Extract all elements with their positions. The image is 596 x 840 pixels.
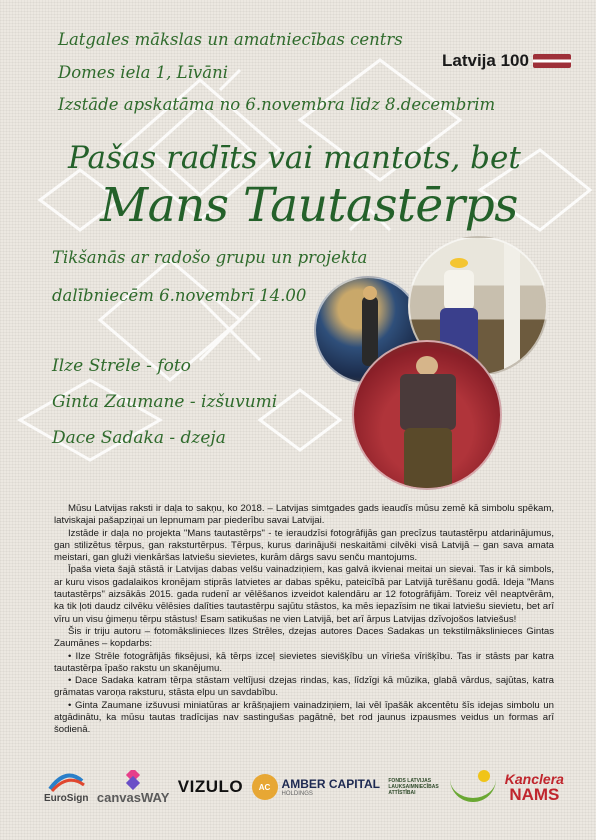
kanclera-text: Kanclera [504,771,564,787]
amber-capital-icon: AC [252,774,278,800]
amber-capital-subtext: HOLDINGS [281,791,313,797]
body-bullet: • Dace Sadaka katram tērpa stāstam veltījusi dzejas rindas, kas, līdzīgi kā mūzika, glabā vārdus, sajūtas, katra grāmatas varoņa raksturu, stāsta elpu un savdabību. [54,675,554,699]
amber-capital-text: AMBER CAPITAL [281,777,380,791]
title-line-1: Pašas radīts vai mantots, bet [68,140,521,176]
body-paragraph: Izstāde ir daļa no projekta "Mans tautastērps" - te ieraudzīsi fotogrāfijās gan precīzus tautastērpu atdarinājumus, gan stilizētus tērpus, gan raksturtērpus. Tērpus, kurus darinājuši neskaitāmi cilvēki visā Latvijā – gan sava amata meistari, gan gluži vienkāršas latviešu sievietes, kurām dārgs savu senču mantojums. [54,527,554,564]
latvija-100-logo [442,44,572,78]
body-text [54,503,554,737]
author-embroidery: Ginta Zaumane - izšuvumi [52,392,278,412]
vizulo-logo [178,777,243,797]
vizulo-text: VIZULO [177,777,244,796]
author-photo: Ilze Strēle - foto [52,356,191,376]
amber-capital-logo [252,774,380,800]
fonds-sun-icon [450,772,496,802]
latvian-flag-icon [533,54,571,68]
eurosign-logo [44,771,88,804]
body-paragraph: Mūsu Latvijas raksti ir daļa to sakņu, ko 2018. – Latvijas simtgades gads ieaudīs mūsu zemē kā simbolu spēkam, latviskajai pašapziņai un lepnumam par piederību savai Latvijai. [54,503,554,527]
meeting-line-1: Tikšanās ar radošo grupu un projekta [52,248,368,267]
body-bullet: • Ilze Strēle fotogrāfijās fiksējusi, kā tērps izceļ sievietes sievišķību un vīrieša vīrišķību. Tas ir stāsts par katra tautastērpa īpašo rakstu un skanējumu. [54,650,554,674]
author-poetry: Dace Sadaka - dzeja [52,428,226,448]
fonds-text: FONDS LATVIJAS LAUKSAIMNIECĪBAS ATTĪSTĪBAI [388,778,439,796]
eurosign-text: EuroSign [44,792,89,804]
meeting-line-2: dalībniecēm 6.novembrī 14.00 [52,286,307,305]
canvasway-text: canvasWAY [96,789,170,805]
body-paragraph: Šis ir triju autoru – fotomākslinieces Ilzes Strēles, dzejas autores Daces Sadakas un tekstilmākslinieces Gintas Zaumānes – kopdarbs: [54,625,554,650]
canvasway-logo [97,770,170,805]
eurosign-icon [46,771,86,793]
venue-address: Domes iela 1, Līvāni [58,63,228,82]
kanclera-nams-logo [505,772,564,802]
body-bullet: • Ginta Zaumane izšuvusi miniatūras ar krāšņajiem vainadziņiem, lai vēl īpašāk akcentētu šīs idejas simbolu un atgādinātu, ka mūsu tautas tradīcijas nav sastingušas pagātnē, bet rod jaunus izpausmes veidus un formas arī šodienā. [54,699,554,736]
title-line-2: Mans Tautastērps [100,178,518,233]
sponsor-logos [44,762,564,812]
venue-name: Latgales mākslas un amatniecības centrs [58,30,403,49]
fonds-logo [388,772,496,802]
photo-circle-red-field [352,340,502,490]
canvasway-icon [122,770,144,790]
nams-text: NAMS [509,785,560,804]
latvija-100-text: Latvija 100 [442,51,529,70]
exhibition-dates: Izstāde apskatāma no 6.novembra līdz 8.decembrim [58,95,496,114]
body-paragraph: Īpaša vieta šajā stāstā ir Latvijas dabas velšu vainadziņiem, kas galvā ikvienai meitai un sievai. Tas ir kā simbols, ar kuru visos gadalaikos kronējam stiprās latvietes ar dabas spēku, pateicībā par Latvijā turēšanu godā. Ideja "Mans tautastērps" aizsākās 2015. gada rudenī ar vēlēšanos izveidot kalendāru ar 12 fotogrāfijām. Toreiz vēl neaptvērām, ka tik ļoti daudz cilvēku vēlēsies dalīties tautastērpu sajūtu stāstos, ka mēs iepazīsim ne tikai latviešu sievietu, bet arī vīru un visu ģimeņu tērpu stāstus! Esam satikušas ne vien Latvijā, bet arī ārpus Latvijas dzīvojošos latviešus! [54,564,554,625]
